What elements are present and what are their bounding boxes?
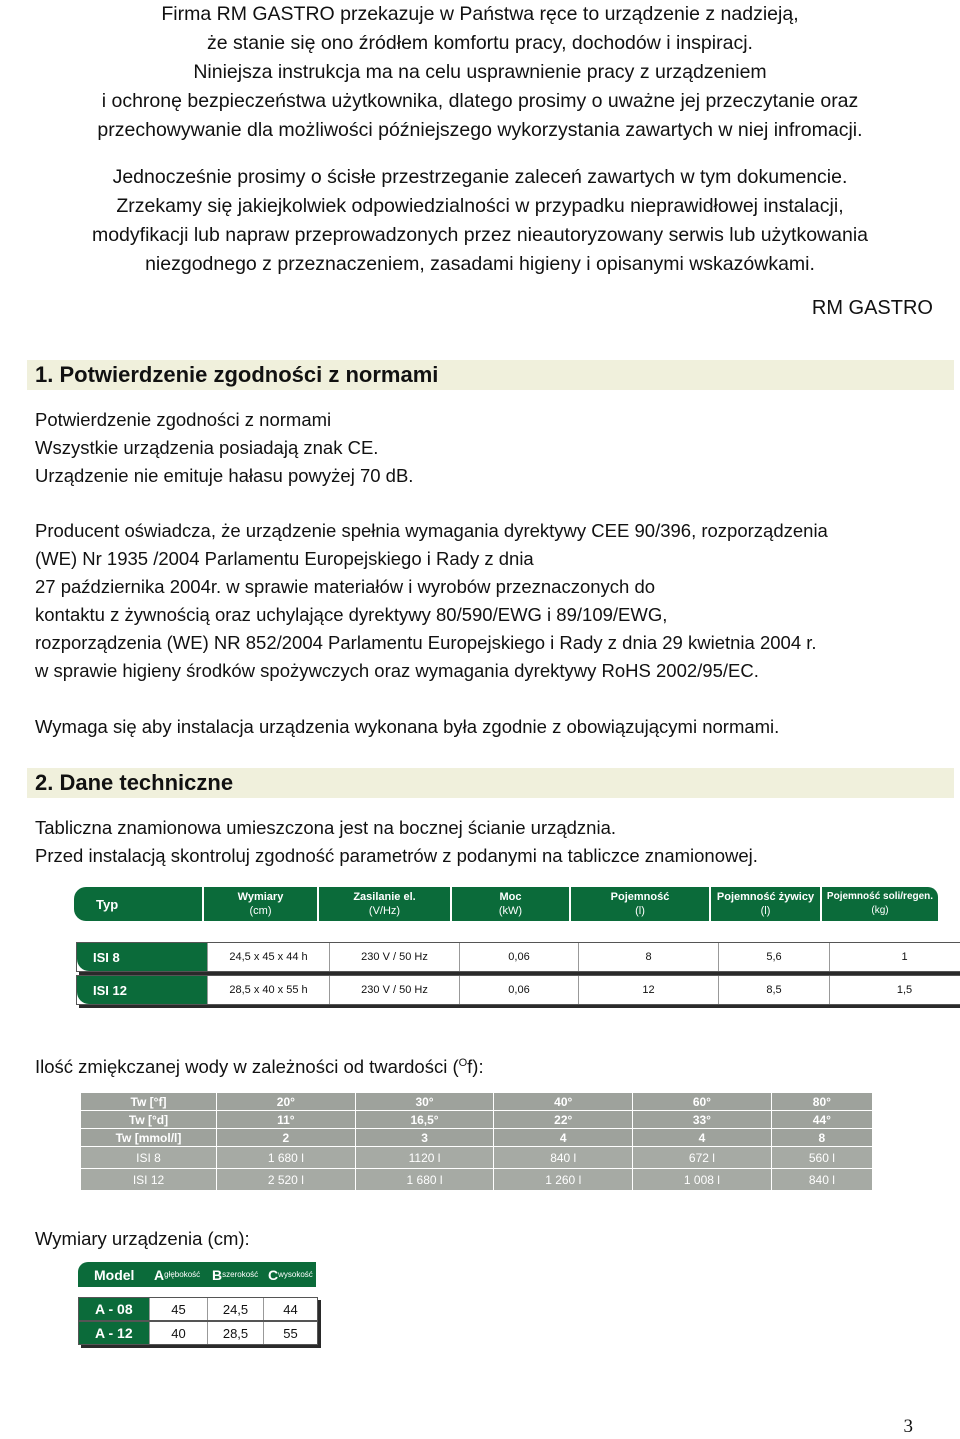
text-line: Wszystkie urządzenia posiadają znak CE. <box>35 437 379 458</box>
table-cell: 2 <box>217 1129 356 1147</box>
spec-header-col: Pojemność (l) <box>569 887 709 921</box>
text-line: 27 października 2004r. w sprawie materiałów i wyrobów przeznaczonych do <box>35 576 656 597</box>
intro-line: Niniejsza instrukcja ma na celu usprawnienie pracy z urządzeniem <box>193 61 767 83</box>
spec-row-label: ISI 12 <box>77 976 207 1004</box>
text-line: (WE) Nr 1935 /2004 Parlamentu Europejskiego i Rady z dnia <box>35 548 534 569</box>
spec-cell: 5,6 <box>718 943 829 971</box>
spec-cell: 12 <box>578 976 718 1004</box>
spec-header-col: Zasilanie el. (V/Hz) <box>317 887 450 921</box>
text-line: Przed instalacją skontroluj zgodność parametrów z podanymi na tabliczce znamionowej. <box>35 845 758 866</box>
table-cell: 20° <box>217 1093 356 1111</box>
spec-header-col: Pojemność żywicy (l) <box>709 887 820 921</box>
dims-cell: 44 <box>263 1298 317 1320</box>
table-cell: 22° <box>494 1111 633 1129</box>
section-1-closing: Wymaga się aby instalacja urządzenia wykonana była zgodnie z obowiązującymi normami. <box>35 716 780 737</box>
intro-block <box>20 0 940 279</box>
table-cell: 1 260 l <box>494 1169 633 1191</box>
table-cell: 840 l <box>494 1147 633 1169</box>
table-cell: 3 <box>355 1129 494 1147</box>
dims-header-b: B szerokość <box>212 1266 259 1283</box>
table-cell: 11° <box>217 1111 356 1129</box>
dims-header-model: Model <box>94 1266 135 1283</box>
spec-cell: 230 V / 50 Hz <box>329 976 459 1004</box>
section-2-heading <box>27 768 954 798</box>
intro-line: modyfikacji lub napraw przeprowadzonych przez nieautoryzowany serwis lub użytkowania <box>91 224 869 246</box>
spec-header-typ: Typ <box>74 887 202 921</box>
text-line: Tabliczna znamionowa umieszczona jest na bocznej ścianie urządznia. <box>35 817 617 838</box>
table-cell: 33° <box>633 1111 772 1129</box>
section-1-heading <box>27 360 954 390</box>
dims-cell: 40 <box>149 1322 207 1344</box>
dims-cell: 24,5 <box>207 1298 263 1320</box>
spec-cell: 0,06 <box>459 976 578 1004</box>
spec-row <box>76 942 960 972</box>
table-row <box>81 1093 873 1111</box>
table-cell: 1 680 l <box>217 1147 356 1169</box>
table-cell: 80° <box>771 1093 872 1111</box>
text-line: kontaktu z żywnością oraz uchylające dyrektywy 80/590/EWG i 89/109/EWG, <box>35 604 668 625</box>
table-cell: 1120 l <box>355 1147 494 1169</box>
spec-cell: 8 <box>578 943 718 971</box>
table-row <box>81 1147 873 1169</box>
table-cell: 560 l <box>771 1147 872 1169</box>
intro-line: niezgodnego z przeznaczeniem, zasadami higieny i opisanymi wskazówkami. <box>145 253 815 275</box>
table-cell: 1 008 l <box>633 1169 772 1191</box>
table-cell: 4 <box>494 1129 633 1147</box>
table-cell: 1 680 l <box>355 1169 494 1191</box>
table-cell: 672 l <box>633 1147 772 1169</box>
text-line: Producent oświadcza, że urządzenie spełnia wymagania dyrektywy CEE 90/396, rozporządzenia <box>35 520 828 541</box>
intro-line: Zrzekamy się jakiejkolwiek odpowiedzialności w przypadku nieprawidłowej instalacji, <box>116 195 844 217</box>
table-cell: 44° <box>771 1111 872 1129</box>
text-line: Potwierdzenie zgodności z normami <box>35 409 332 430</box>
spec-header-col: Wymiary (cm) <box>202 887 317 921</box>
dims-header-a: A głębokość <box>154 1266 201 1283</box>
signature: RM GASTRO <box>811 297 933 319</box>
spec-cell: 8,5 <box>718 976 829 1004</box>
intro-line: Firma RM GASTRO przekazuje w Państwa ręce to urządzenie z nadzieją, <box>161 3 799 25</box>
spec-table-header <box>74 887 938 921</box>
spec-cell: 1,5 <box>829 976 960 1004</box>
spec-cell: 28,5 x 40 x 55 h <box>207 976 329 1004</box>
dims-row-label: A - 08 <box>79 1298 149 1320</box>
dims-table-header <box>78 1262 316 1287</box>
text-line: w sprawie higieny środków spożywczych oraz wymagania dyrektywy RoHS 2002/95/EC. <box>35 660 759 681</box>
table-cell: 40° <box>494 1093 633 1111</box>
dims-cell: 28,5 <box>207 1322 263 1344</box>
section-1-lines <box>35 406 413 490</box>
table-cell: 2 520 l <box>217 1169 356 1191</box>
dims-row <box>78 1297 318 1321</box>
spec-row-label: ISI 8 <box>77 943 207 971</box>
intro-line: przechowywanie dla możliwości późniejszego wykorzystania zawartych w niej infromacji. <box>97 119 863 141</box>
dims-row-label: A - 12 <box>79 1322 149 1344</box>
table-cell: 4 <box>633 1129 772 1147</box>
table-cell: 30° <box>355 1093 494 1111</box>
text-line: rozporządzenia (WE) NR 852/2004 Parlamentu Europejskiego i Rady z dnia 29 kwietnia 2004 r. <box>35 632 817 653</box>
table-cell: Tw [°f] <box>81 1093 217 1111</box>
section-1-paragraph <box>35 517 828 685</box>
table-cell: 60° <box>633 1093 772 1111</box>
dims-row <box>78 1321 318 1345</box>
table-cell: 840 l <box>771 1169 872 1191</box>
section-2-title: 2. Dane techniczne <box>35 770 234 795</box>
spec-row <box>76 975 960 1005</box>
table-cell: 8 <box>771 1129 872 1147</box>
water-table-title: Ilość zmiękczanej wody w zależności od twardości ($^O$f): <box>35 1056 484 1078</box>
intro-line: Jednocześnie prosimy o ścisłe przestrzeganie zaleceń zawartych w tym dokumencie. <box>112 166 848 188</box>
spec-cell: 1 <box>829 943 960 971</box>
water-hardness-table <box>80 1092 873 1191</box>
table-cell: 16,5° <box>355 1111 494 1129</box>
spec-header-col: Pojemność soli/regen. (kg) <box>820 887 938 921</box>
intro-line: że stanie się ono źródłem komfortu pracy, dochodów i inspiracj. <box>207 32 753 54</box>
table-row <box>81 1111 873 1129</box>
dims-cell: 55 <box>263 1322 317 1344</box>
table-cell: ISI 8 <box>81 1147 217 1169</box>
section-2-lines <box>35 814 758 870</box>
dims-cell: 45 <box>149 1298 207 1320</box>
page-number: 3 <box>903 1416 913 1437</box>
table-cell: Tw [mmol/l] <box>81 1129 217 1147</box>
table-cell: ISI 12 <box>81 1169 217 1191</box>
spec-cell: 230 V / 50 Hz <box>329 943 459 971</box>
intro-line: i ochronę bezpieczeństwa użytkownika, dlatego prosimy o uważne jej przeczytanie oraz <box>101 90 859 112</box>
spec-header-col: Moc (kW) <box>450 887 569 921</box>
table-row <box>81 1129 873 1147</box>
table-row <box>81 1169 873 1191</box>
dims-table-title: Wymiary urządzenia (cm): <box>35 1228 250 1249</box>
text-line: Urządzenie nie emituje hałasu powyżej 70 dB. <box>35 465 414 486</box>
dims-header-c: C wysokość <box>268 1266 313 1283</box>
section-1-title: 1. Potwierdzenie zgodności z normami <box>35 362 439 387</box>
spec-cell: 24,5 x 45 x 44 h <box>207 943 329 971</box>
table-cell: Tw [°d] <box>81 1111 217 1129</box>
spec-cell: 0,06 <box>459 943 578 971</box>
